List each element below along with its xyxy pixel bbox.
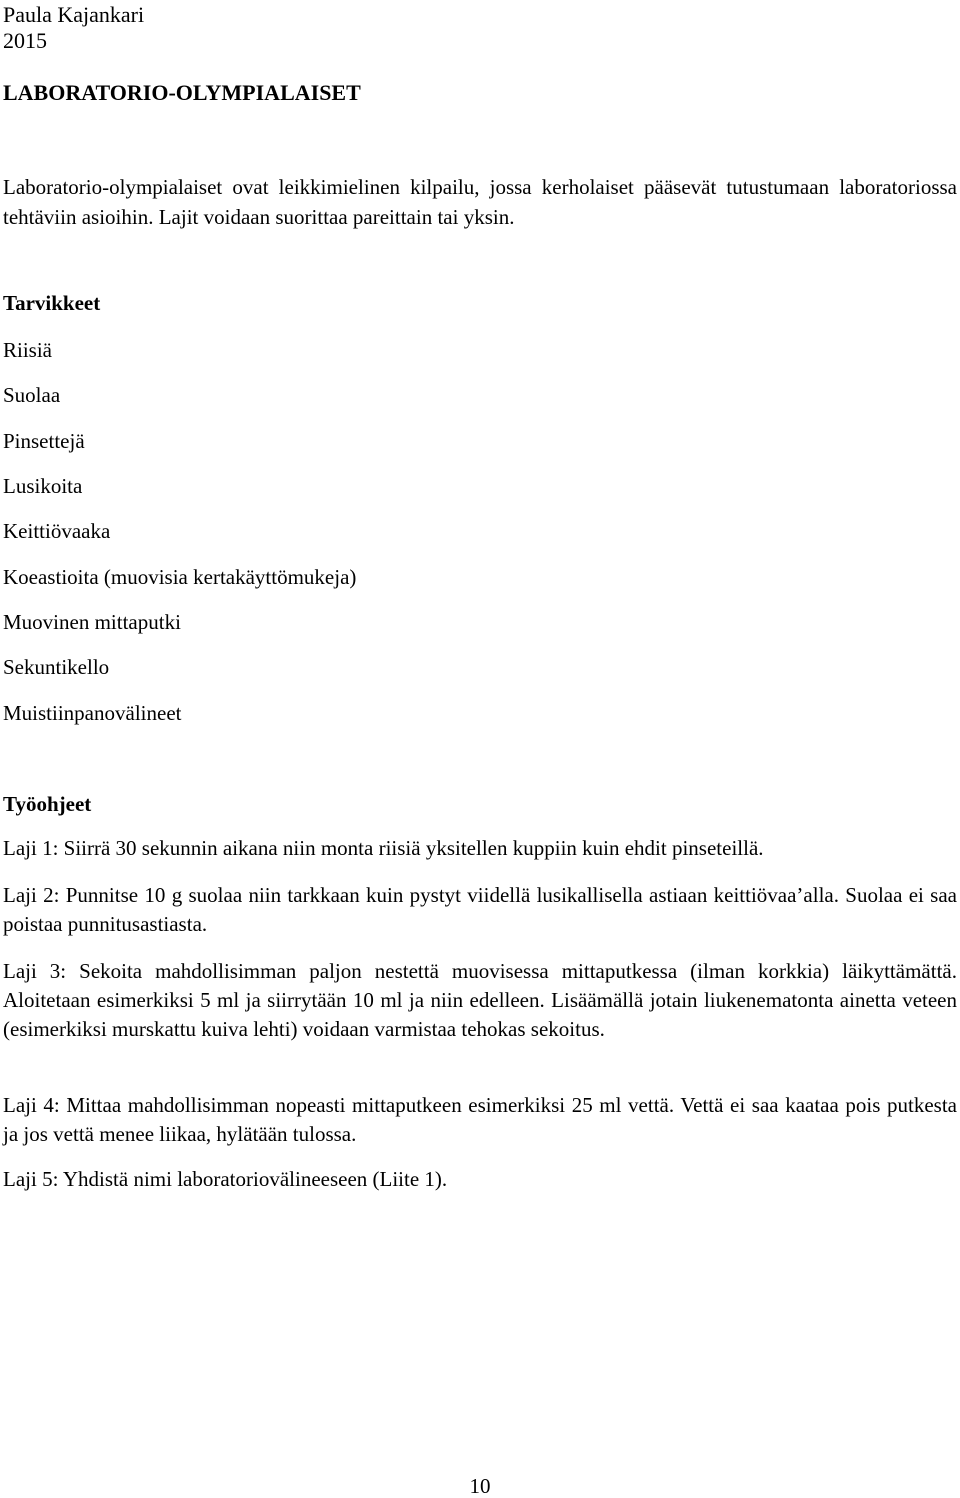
supply-item: Pinsettejä xyxy=(3,429,85,453)
instruction-item-4: Laji 4: Mittaa mahdollisimman nopeasti mittaputkeen esimerkiksi 25 ml vettä. Vettä ei saa kaataa pois putkesta ja jos vettä menee liikaa, hylätään tulossa. xyxy=(3,1093,957,1146)
page-number: 10 xyxy=(469,1474,491,1498)
instruction-item-5: Laji 5: Yhdistä nimi laboratoriovälineeseen (Liite 1). xyxy=(3,1167,448,1191)
document-year: 2015 xyxy=(3,28,47,53)
supply-item: Koeastioita (muovisia kertakäyttömukeja) xyxy=(3,565,357,589)
supply-item: Muovinen mittaputki xyxy=(3,610,181,634)
supplies-heading: Tarvikkeet xyxy=(3,291,101,315)
instruction-item-1: Laji 1: Siirrä 30 sekunnin aikana niin monta riisiä yksitellen kuppiin kuin ehdit pinseteillä. xyxy=(3,836,764,860)
supply-item: Suolaa xyxy=(3,383,61,407)
instructions-heading: Työohjeet xyxy=(3,792,92,816)
supply-item: Riisiä xyxy=(3,338,53,362)
intro-paragraph: Laboratorio-olympialaiset ovat leikkimielinen kilpailu, jossa kerholaiset pääsevät tutustumaan laboratoriossa tehtäviin asioihin. Lajit voidaan suorittaa pareittain tai yksin. xyxy=(3,175,957,229)
supply-item: Sekuntikello xyxy=(3,655,110,679)
instruction-item-2: Laji 2: Punnitse 10 g suolaa niin tarkkaan kuin pystyt viidellä lusikallisella astiaan keittiövaa’alla. Suolaa ei saa poistaa punnitusastiasta. xyxy=(3,883,957,936)
author-name: Paula Kajankari xyxy=(3,2,145,27)
supply-item: Keittiövaaka xyxy=(3,519,111,543)
page-title: LABORATORIO-OLYMPIALAISET xyxy=(3,80,361,105)
supply-item: Lusikoita xyxy=(3,474,83,498)
supply-item: Muistiinpanovälineet xyxy=(3,701,182,725)
instruction-item-3: Laji 3: Sekoita mahdollisimman paljon nestettä muovisessa mittaputkessa (ilman korkkia) läikyttämättä. Aloitetaan esimerkiksi 5 ml ja siirrytään 10 ml ja niin edelleen. Lisäämällä jotain liukenematonta ainetta veteen (esimerkiksi murskattu kuiva lehti) voidaan varmistaa tehokas sekoitus. xyxy=(3,959,957,1041)
